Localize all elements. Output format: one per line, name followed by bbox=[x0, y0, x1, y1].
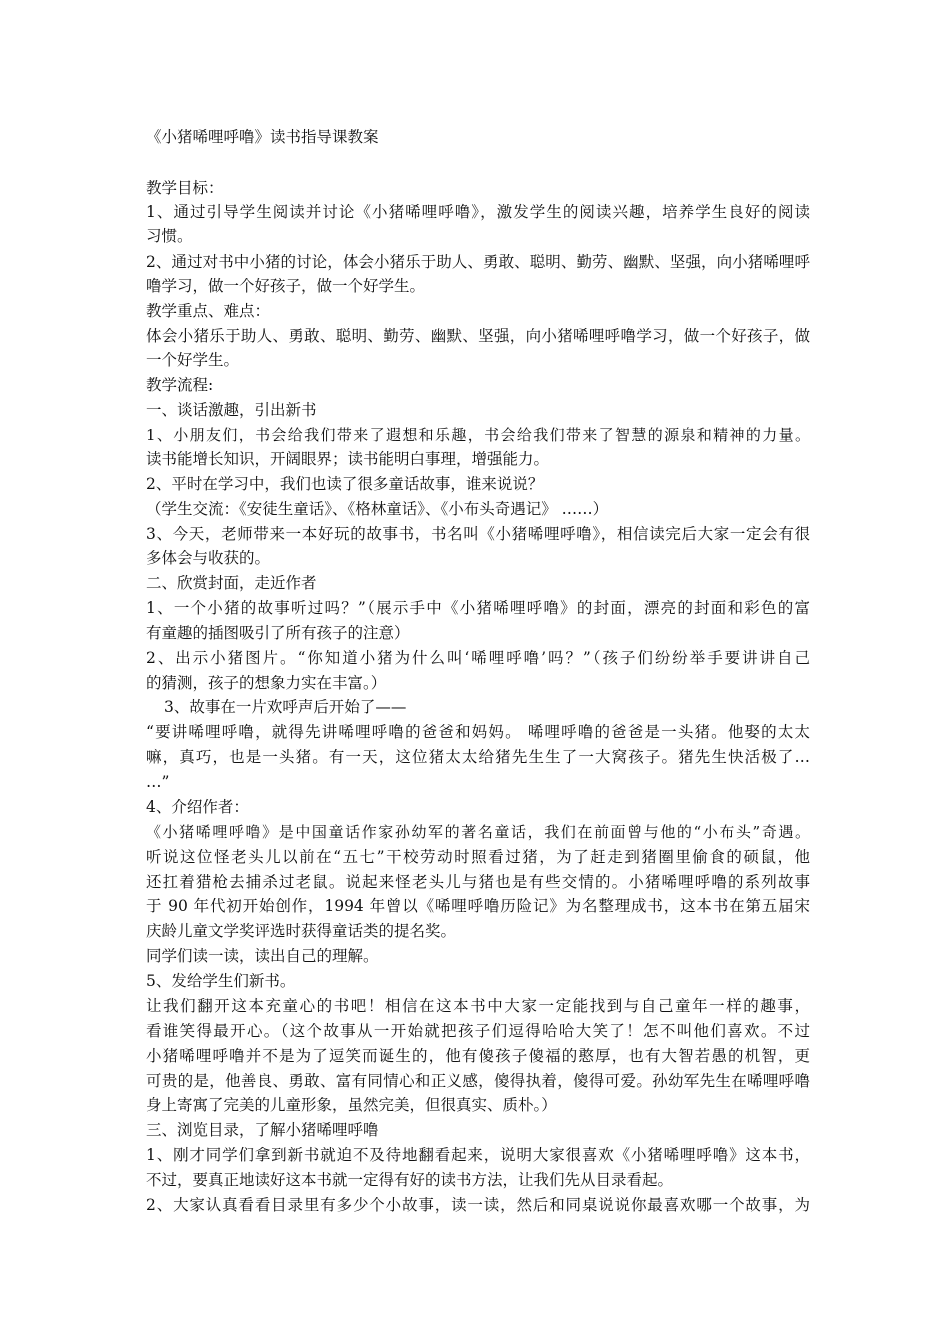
text-line: 2、大家认真看看目录里有多少个小故事，读一读，然后和同桌说说你最喜欢哪一个故事，为 bbox=[146, 1196, 810, 1214]
text-line: 1、刚才同学们拿到新书就迫不及待地翻看起来，说明大家很喜欢《小猪唏哩呼噜》这本书， bbox=[146, 1146, 810, 1164]
text-line: 多体会与收获的。 bbox=[146, 549, 271, 567]
text-line: 读书能增长知识，开阔眼界；读书能明白事理，增强能力。 bbox=[146, 450, 550, 468]
text-line: 看谁笑得最开心。（这个故事从一开始就把孩子们逗得哈哈大笑了！怎不叫他们喜欢。不过 bbox=[146, 1022, 810, 1040]
section-heading: 一、谈话激趣，引出新书 bbox=[146, 401, 317, 419]
text-line: （学生交流：《安徒生童话》、《格林童话》、《小布头奇遇记》 ……） bbox=[146, 500, 609, 518]
text-line: 于 90 年代初开始创作，1994 年曾以《唏哩呼噜历险记》为名整理成书，这本书在第五届宋 bbox=[146, 897, 810, 915]
text-line: 习惯。 bbox=[146, 227, 193, 245]
section-heading: 三、浏览目录，了解小猪唏哩呼噜 bbox=[146, 1121, 379, 1139]
text-line: 身上寄寓了完美的儿童形象，虽然完美，但很真实、质朴。） bbox=[146, 1096, 557, 1114]
text-line: 2、平时在学习中，我们也读了很多童话故事，谁来说说？ bbox=[146, 475, 544, 493]
text-line: 让我们翻开这本充童心的书吧！相信在这本书中大家一定能找到与自己童年一样的趣事， bbox=[146, 997, 810, 1015]
text-line: 有童趣的插图吸引了所有孩子的注意） bbox=[146, 624, 410, 642]
text-line: 2、通过对书中小猪的讨论，体会小猪乐于助人、勇敢、聪明、勤劳、幽默、坚强，向小猪唏哩呼 bbox=[146, 253, 810, 271]
text-line: 《小猪唏哩呼噜》是中国童话作家孙幼军的著名童话，我们在前面曾与他的“小布头”奇遇。 bbox=[146, 823, 810, 841]
section-heading: 二、欣赏封面，走近作者 bbox=[146, 574, 317, 592]
text-line: “要讲唏哩呼噜，就得先讲唏哩呼噜的爸爸和妈妈。 唏哩呼噜的爸爸是一头猪。他娶的太太 bbox=[146, 723, 810, 741]
text-line: 教学流程: bbox=[146, 376, 214, 394]
text-line: 1、小朋友们，书会给我们带来了遐想和乐趣，书会给我们带来了智慧的源泉和精神的力量。 bbox=[146, 426, 810, 444]
text-line: 不过，要真正地读好这本书就一定得有好的读书方法，让我们先从目录看起。 bbox=[146, 1171, 674, 1189]
text-line: 4、介绍作者： bbox=[146, 798, 249, 816]
text-line: 体会小猪乐于助人、勇敢、聪明、勤劳、幽默、坚强，向小猪唏哩呼噜学习，做一个好孩子，做 bbox=[146, 327, 810, 345]
text-line: 2、出示小猪图片。“你知道小猪为什么叫‘唏哩呼噜’吗？”（孩子们纷纷举手要讲讲自己 bbox=[146, 649, 810, 667]
text-line: …” bbox=[146, 773, 170, 791]
text-line: 嘛，真巧，也是一头猪。有一天，这位猪太太给猪先生生了一大窝孩子。猪先生快活极了… bbox=[146, 748, 810, 766]
text-line: 一个好学生。 bbox=[146, 351, 240, 369]
text-line: 5、发给学生们新书。 bbox=[146, 972, 296, 990]
text-line: 1、一个小猪的故事听过吗？”（展示手中《小猪唏哩呼噜》的封面，漂亮的封面和彩色的富 bbox=[146, 599, 810, 617]
text-line: 同学们读一读，读出自己的理解。 bbox=[146, 947, 379, 965]
text-line: 教学重点、难点： bbox=[146, 302, 271, 320]
text-line: 3、故事在一片欢呼声后开始了—— bbox=[164, 698, 407, 716]
text-line: 听说这位怪老头儿以前在“五七”干校劳动时照看过猪，为了赶走到猪圈里偷食的硕鼠，他 bbox=[146, 848, 810, 866]
text-line: 庆龄儿童文学奖评选时获得童话类的提名奖。 bbox=[146, 922, 457, 940]
text-line: 还扛着猎枪去捕杀过老鼠。说起来怪老头儿与猪也是有些交情的。小猪唏哩呼噜的系列故事 bbox=[146, 873, 810, 891]
text-line: 教学目标： bbox=[146, 179, 224, 197]
text-line: 的猜测，孩子的想象力实在丰富。） bbox=[146, 674, 387, 692]
document-title: 《小猪唏哩呼噜》读书指导课教案 bbox=[146, 128, 379, 146]
text-line: 1、通过引导学生阅读并讨论《小猪唏哩呼噜》，激发学生的阅读兴趣，培养学生良好的阅读 bbox=[146, 203, 810, 221]
text-line: 噜学习，做一个好孩子，做一个好学生。 bbox=[146, 277, 426, 295]
text-line: 小猪唏哩呼噜并不是为了逗笑而诞生的，他有傻孩子傻福的憨厚，也有大智若愚的机智，更 bbox=[146, 1047, 810, 1065]
text-line: 3、今天，老师带来一本好玩的故事书，书名叫《小猪唏哩呼噜》，相信读完后大家一定会有很 bbox=[146, 525, 810, 543]
text-line: 可贵的是，他善良、勇敢、富有同情心和正义感，傻得执着，傻得可爱。孙幼军先生在唏哩呼噜 bbox=[146, 1072, 810, 1090]
